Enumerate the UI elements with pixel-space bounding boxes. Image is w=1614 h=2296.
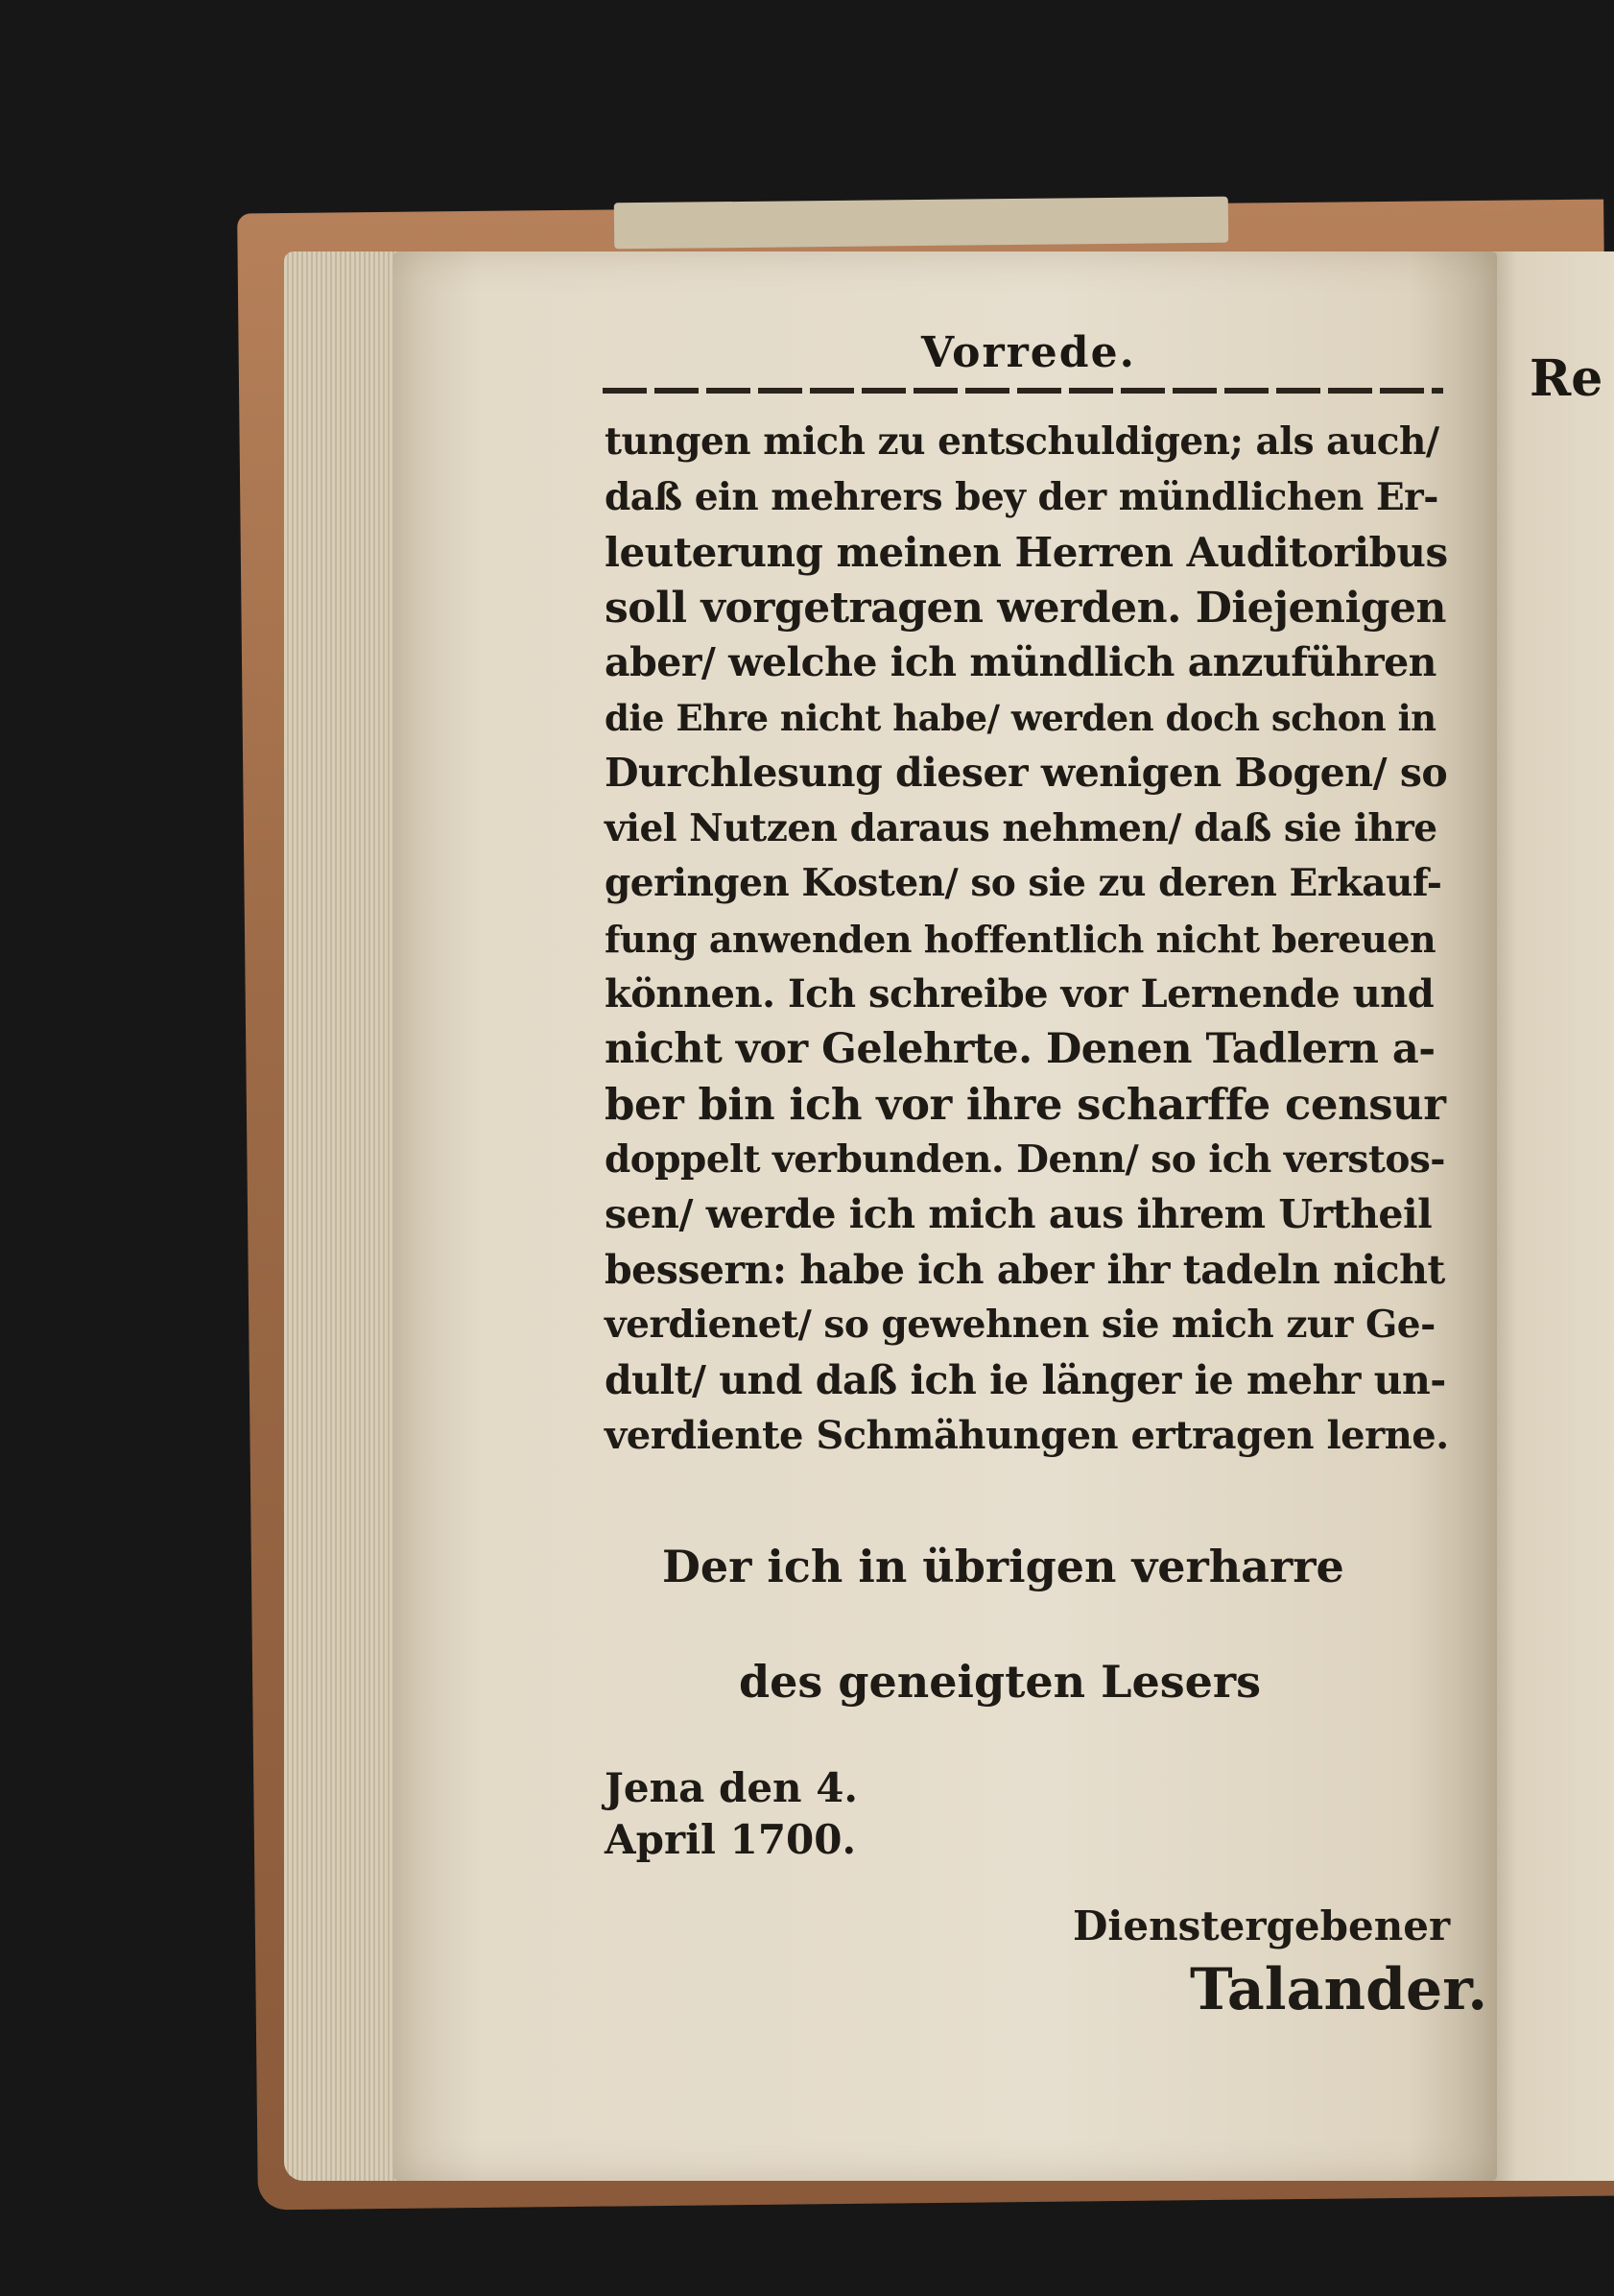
- text-line: verdiente Schmähungen ertragen lerne.: [605, 1413, 1449, 1458]
- text-line: sen/ werde ich mich aus ihrem Urtheil: [605, 1191, 1433, 1237]
- place-date-line-1: Jena den 4.: [605, 1764, 859, 1811]
- facing-page-header: Re: [1530, 349, 1603, 408]
- text-line: aber/ welche ich mündlich anzuführen: [605, 639, 1436, 685]
- signature-name: Talander.: [1190, 1956, 1488, 2023]
- page-edges: [284, 251, 409, 2181]
- text-line: soll vorgetragen werden. Diejenigen: [605, 583, 1446, 633]
- text-line: tungen mich zu entschuldigen; als auch/: [605, 419, 1439, 464]
- cover-spine-label: [614, 197, 1228, 250]
- addressee-line: des geneigten Lesers: [739, 1656, 1262, 1708]
- closing-line: Der ich in übrigen verharre: [662, 1541, 1344, 1592]
- text-line: können. Ich schreibe vor Lernende und: [605, 971, 1435, 1016]
- text-line: verdienet/ so gewehnen sie mich zur Ge-: [605, 1303, 1436, 1347]
- text-line: nicht vor Gelehrte. Denen Tadlern a-: [605, 1024, 1436, 1073]
- text-line: dult/ und daß ich ie länger ie mehr un-: [605, 1356, 1446, 1403]
- page-header: Vorrede.: [921, 328, 1136, 377]
- text-line: viel Nutzen daraus nehmen/ daß sie ihre: [605, 805, 1437, 850]
- text-line: daß ein mehrers bey der mündlichen Er-: [605, 474, 1438, 519]
- text-line: die Ehre nicht habe/ werden doch schon in: [605, 696, 1436, 739]
- signature-line-1: Dienstergebener: [1073, 1902, 1451, 1949]
- facing-page: [1485, 251, 1614, 2181]
- text-line: geringen Kosten/ so sie zu deren Erkauf-: [605, 861, 1442, 905]
- text-line: doppelt verbunden. Denn/ so ich verstos-: [605, 1136, 1445, 1182]
- text-line: ber bin ich vor ihre scharffe censur: [605, 1079, 1446, 1130]
- text-line: leuterung meinen Herren Auditoribus: [605, 529, 1448, 576]
- text-line: bessern: habe ich aber ihr tadeln nicht: [605, 1246, 1445, 1293]
- header-rule: [603, 388, 1443, 394]
- place-date-line-2: April 1700.: [605, 1816, 857, 1863]
- text-line: Durchlesung dieser wenigen Bogen/ so: [605, 750, 1448, 796]
- body-text: [605, 415, 1449, 1464]
- text-line: fung anwenden hoffentlich nicht bereuen: [605, 917, 1436, 961]
